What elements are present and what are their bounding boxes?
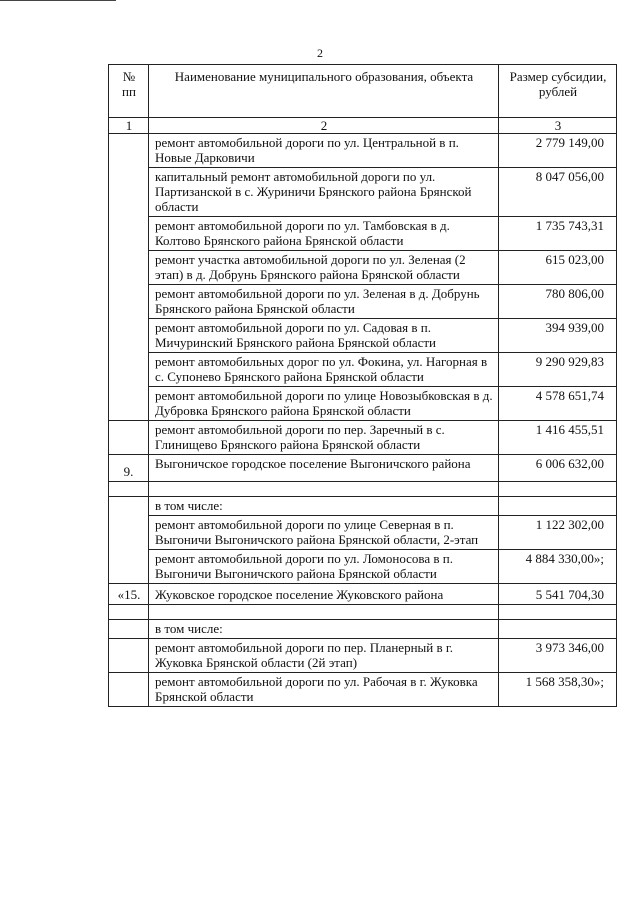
- row-name: ремонт автомобильной дороги по улице Северная в п. Выгоничи Выгоничского района Брянской области, 2-этап: [149, 516, 499, 550]
- row-amount: [499, 497, 617, 516]
- row-amount: 4 884 330,00»;: [499, 550, 617, 584]
- row-amount: 4 578 651,74: [499, 387, 617, 421]
- index-col-2: 2: [149, 118, 499, 134]
- row-name: ремонт автомобильной дороги по пер. Заречный в с. Глинищево Брянского района Брянской области: [149, 421, 499, 455]
- row-number: 9.: [109, 455, 149, 482]
- row-amount: 8 047 056,00: [499, 168, 617, 217]
- header-col-number: № пп: [109, 65, 149, 118]
- row-amount: 6 006 632,00: [499, 455, 617, 482]
- row-number: [109, 639, 149, 673]
- subsidy-table: [108, 64, 617, 707]
- row-amount: 1 122 302,00: [499, 516, 617, 550]
- row-number: [109, 134, 149, 421]
- table-row: [109, 168, 617, 217]
- index-col-1: 1: [109, 118, 149, 134]
- table-row: [109, 285, 617, 319]
- row-name: капитальный ремонт автомобильной дороги по ул. Партизанской в с. Журиничи Брянского района Брянской области: [149, 168, 499, 217]
- row-name: ремонт автомобильной дороги по ул. Ломоносова в п. Выгоничи Выгоничского района Брянской области: [149, 550, 499, 584]
- blank-row: [109, 482, 617, 497]
- row-amount: 1 416 455,51: [499, 421, 617, 455]
- row-name: ремонт автомобильной дороги по улице Новозыбковская в д. Дубровка Брянского района Брянской области: [149, 387, 499, 421]
- row-name: ремонт автомобильной дороги по пер. Планерный в г. Жуковка Брянской области (2й этап): [149, 639, 499, 673]
- table-row: [109, 516, 617, 550]
- table-row: [109, 217, 617, 251]
- row-name: ремонт автомобильной дороги по ул. Садовая в п. Мичуринский Брянского района Брянской области: [149, 319, 499, 353]
- top-rule: [0, 0, 116, 1]
- row-name: ремонт автомобильной дороги по ул. Тамбовская в д. Колтово Брянского района Брянской области: [149, 217, 499, 251]
- row-number: [109, 620, 149, 639]
- row-name: ремонт автомобильной дороги по ул. Рабочая в г. Жуковка Брянской области: [149, 673, 499, 707]
- row-number: «15.: [109, 584, 149, 605]
- row-amount: 3 973 346,00: [499, 639, 617, 673]
- row-name: Выгоничское городское поселение Выгоничского района: [149, 455, 499, 482]
- row-amount: 2 779 149,00: [499, 134, 617, 168]
- table-row: [109, 673, 617, 707]
- header-col-name: Наименование муниципального образования, объекта: [149, 65, 499, 118]
- table-row: [109, 387, 617, 421]
- row-amount: 780 806,00: [499, 285, 617, 319]
- blank-row: [109, 605, 617, 620]
- row-name: ремонт автомобильной дороги по ул. Центральной в п. Новые Дарковичи: [149, 134, 499, 168]
- header-col-amount: Размер субсидии, рублей: [499, 65, 617, 118]
- row-amount: 9 290 929,83: [499, 353, 617, 387]
- table-row: [109, 251, 617, 285]
- table-row: [109, 550, 617, 584]
- page-number: 2: [317, 46, 323, 60]
- row-name: ремонт участка автомобильной дороги по ул. Зеленая (2 этап) в д. Добрунь Брянского района Брянской области: [149, 251, 499, 285]
- row-amount: 5 541 704,30: [499, 584, 617, 605]
- row-name: ремонт автомобильных дорог по ул. Фокина, ул. Нагорная в с. Супонево Брянского района Брянской области: [149, 353, 499, 387]
- row-amount: 394 939,00: [499, 319, 617, 353]
- table-row: [109, 455, 617, 482]
- table-row: [109, 497, 617, 516]
- table-row: [109, 584, 617, 605]
- row-name: ремонт автомобильной дороги по ул. Зеленая в д. Добрунь Брянского района Брянской области: [149, 285, 499, 319]
- table-index-row: [109, 118, 617, 134]
- row-amount: [499, 620, 617, 639]
- table-row: [109, 639, 617, 673]
- row-name: в том числе:: [149, 620, 499, 639]
- table-row: [109, 620, 617, 639]
- row-amount: 1 735 743,31: [499, 217, 617, 251]
- table-row: [109, 134, 617, 168]
- table-row: [109, 353, 617, 387]
- row-amount: 1 568 358,30»;: [499, 673, 617, 707]
- row-number: [109, 421, 149, 455]
- row-name: в том числе:: [149, 497, 499, 516]
- table-header-row: [109, 65, 617, 118]
- table-row: [109, 319, 617, 353]
- row-number: [109, 497, 149, 584]
- row-amount: 615 023,00: [499, 251, 617, 285]
- index-col-3: 3: [499, 118, 617, 134]
- row-number: [109, 673, 149, 707]
- row-name: Жуковское городское поселение Жуковского района: [149, 584, 499, 605]
- table-row: [109, 421, 617, 455]
